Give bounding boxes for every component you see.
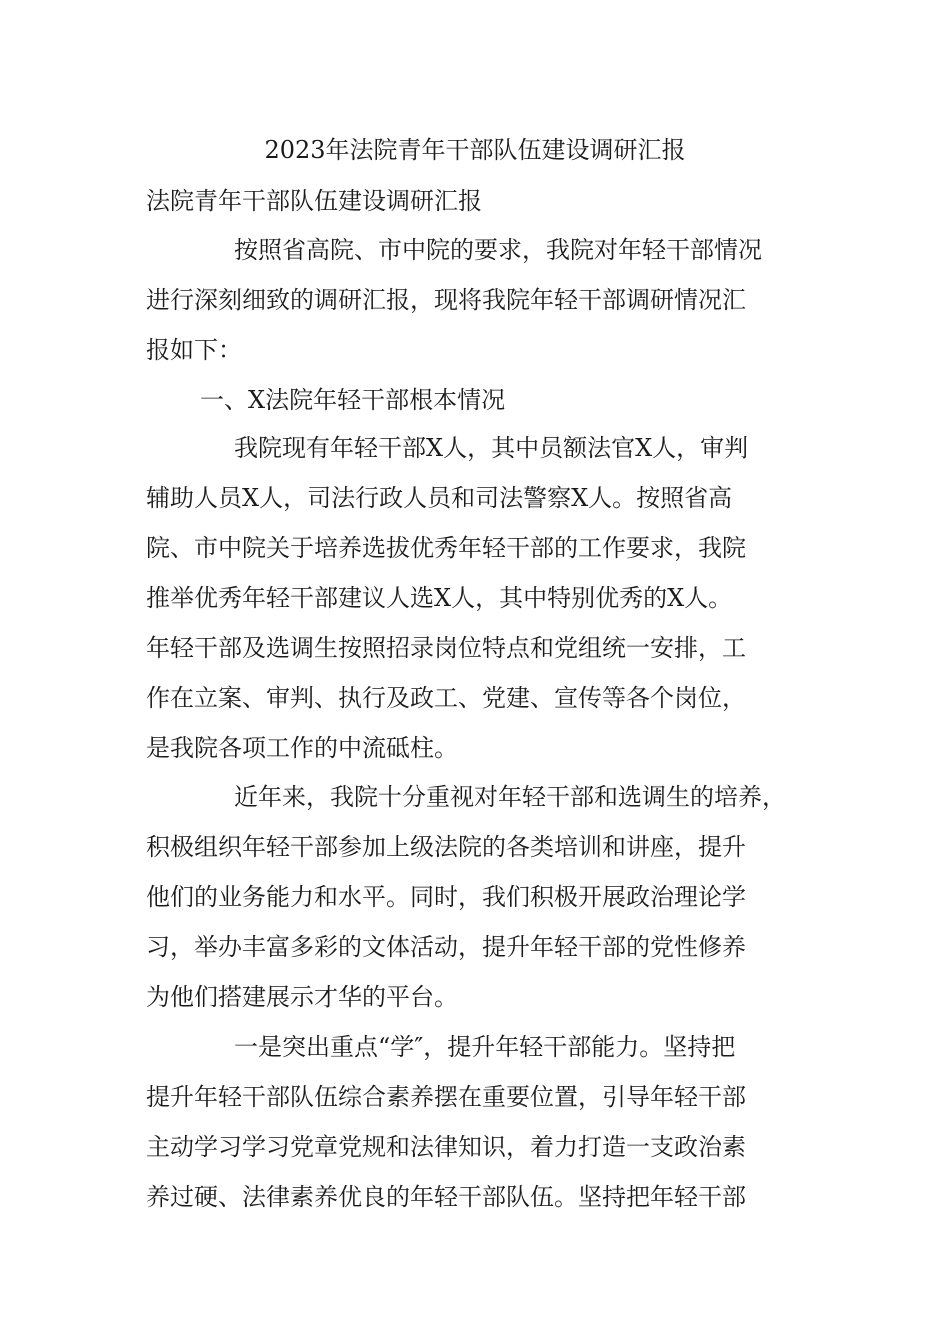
text-line: 他们的业务能力和水平。同时，我们积极开展政治理论学	[146, 883, 746, 911]
text-line: 推举优秀年轻干部建议人选X人，其中特别优秀的X人。	[146, 584, 733, 612]
text-line: 是我院各项工作的中流砥柱。	[146, 734, 458, 762]
text-line: 我院现有年轻干部X人，其中员额法官X人，审判	[234, 434, 749, 462]
section-heading	[146, 375, 808, 425]
text-line: 一是突出重点“学″，提升年轻干部能力。坚持把	[234, 1033, 736, 1061]
document-subtitle: 法院青年干部队伍建设调研汇报	[146, 187, 482, 215]
document-title: 2023年法院青年干部队伍建设调研汇报	[264, 136, 686, 164]
text-line: 按照省高院、市中院的要求，我院对年轻干部情况	[234, 236, 762, 264]
text-line: 主动学习学习党章党规和法律知识，着力打造一支政治素	[146, 1133, 746, 1161]
text-line: 报如下：	[146, 336, 242, 364]
text-line: 院、市中院关于培养选拔优秀年轻干部的工作要求，我院	[146, 534, 746, 562]
text-line: 近年来，我院十分重视对年轻干部和选调生的培养，	[234, 783, 786, 811]
section-heading-text: 一、X法院年轻干部根本情况	[200, 386, 506, 414]
paragraph-intro	[146, 225, 808, 375]
paragraph-recent-years	[146, 772, 808, 1022]
paragraph-basic-situation	[146, 423, 808, 773]
text-line: 提升年轻干部队伍综合素养摆在重要位置，引导年轻干部	[146, 1083, 746, 1111]
text-line: 进行深刻细致的调研汇报，现将我院年轻干部调研情况汇	[146, 286, 746, 314]
paragraph-study-focus	[146, 1022, 808, 1222]
text-line: 积极组织年轻干部参加上级法院的各类培训和讲座，提升	[146, 833, 746, 861]
text-line: 习，举办丰富多彩的文体活动，提升年轻干部的党性修养	[146, 933, 746, 961]
text-line: 辅助人员X人，司法行政人员和司法警察X人。按照省高	[146, 484, 733, 512]
text-line: 作在立案、审判、执行及政工、党建、宣传等各个岗位，	[146, 684, 746, 712]
text-line: 养过硬、法律素养优良的年轻干部队伍。坚持把年轻干部	[146, 1183, 746, 1211]
text-line: 为他们搭建展示才华的平台。	[146, 983, 458, 1011]
text-line: 年轻干部及选调生按照招录岗位特点和党组统一安排，工	[146, 634, 746, 662]
